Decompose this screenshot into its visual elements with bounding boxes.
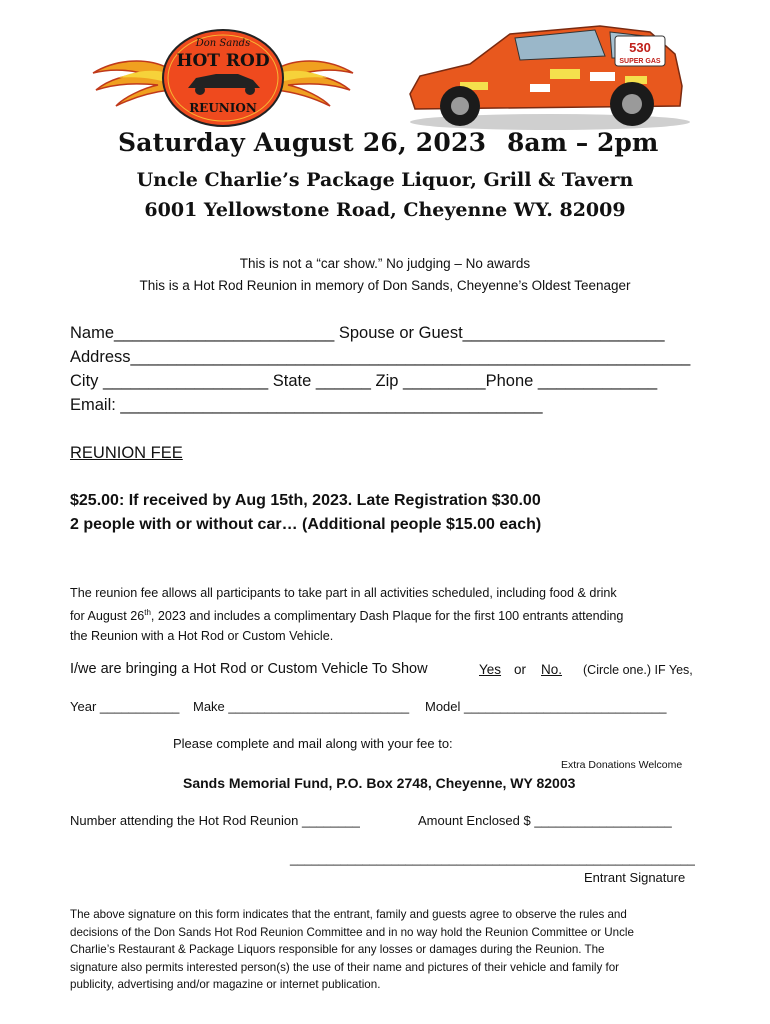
disclaimer-line2: decisions of the Don Sands Hot Rod Reunion Committee and in no way hold the Reunion Committee or Uncle: [70, 925, 634, 939]
description-line3: the Reunion with a Hot Rod or Custom Vehicle.: [70, 629, 334, 644]
description-line2-sup: th: [144, 608, 151, 617]
fee-line1: $25.00: If received by Aug 15th, 2023. Late Registration $30.00: [70, 492, 541, 509]
circle-one-instruction: (Circle one.) IF Yes,: [583, 663, 693, 677]
model-field[interactable]: Model ____________________________: [425, 699, 667, 714]
description-line2-post: , 2023 and includes a complimentary Dash Plaque for the first 100 entrants attending: [150, 609, 624, 624]
reunion-fee-heading: REUNION FEE: [70, 444, 183, 462]
description-line2: [70, 603, 710, 626]
hot-rod-reunion-logo: [88, 28, 358, 128]
signature-line[interactable]: ________________________________________________________: [290, 851, 695, 866]
car-class: SUPER GAS: [619, 58, 661, 65]
event-date: Saturday August 26, 2023: [118, 128, 487, 157]
disclaimer-line3: Charlie’s Restaurant & Package Liquors responsible for any losses or damages during the Reunion. The: [70, 943, 605, 956]
no-option[interactable]: No.: [541, 662, 563, 677]
disclaimer-line4: signature also permits interested person(s) the use of their name and pictures of their vehicle and family for: [70, 960, 620, 974]
disclaimer: [70, 906, 634, 994]
disclaimer-line1: The above signature on this form indicates that the entrant, family and guests agree to observe the rules and: [70, 908, 627, 921]
race-car-image: [400, 14, 690, 132]
tagline-line2: This is a Hot Rod Reunion in memory of Don Sands, Cheyenne’s Oldest Teenager: [139, 278, 631, 293]
number-attending-field[interactable]: Number attending the Hot Rod Reunion ________: [70, 813, 360, 828]
left-flames-icon: [93, 61, 170, 106]
signature-label: Entrant Signature: [584, 870, 686, 885]
fee-line2: 2 people with or without car… (Additional people $15.00 each): [70, 516, 542, 533]
logo-line3: REUNION: [189, 101, 257, 115]
email-field[interactable]: Email: ______________________________________________: [70, 396, 543, 414]
amount-enclosed-field[interactable]: Amount Enclosed $ ___________________: [418, 813, 672, 828]
year-field[interactable]: Year ___________: [70, 699, 180, 714]
description-line1: The reunion fee allows all participants to take part in all activities scheduled, including food & drink: [70, 586, 617, 600]
venue-name: Uncle Charlie’s Package Liquor, Grill & Tavern: [136, 169, 634, 191]
right-flames-icon: [276, 61, 353, 106]
city-state-zip-phone-field[interactable]: City __________________ State ______ Zip _________Phone _____________: [70, 372, 658, 390]
logo-line2: HOT ROD: [176, 51, 270, 71]
make-field[interactable]: Make _________________________: [193, 699, 410, 714]
yes-option[interactable]: Yes: [479, 662, 502, 677]
event-time: 8am – 2pm: [507, 128, 659, 157]
logo-line1: Don Sands: [195, 38, 251, 49]
tagline-line1: This is not a “car show.” No judging – No awards: [239, 256, 531, 271]
name-spouse-field[interactable]: Name________________________ Spouse or Guest______________________: [70, 324, 665, 342]
address-field[interactable]: Address_____________________________________________________________: [70, 348, 691, 366]
venue-address: 6001 Yellowstone Road, Cheyenne WY. 82009: [144, 199, 626, 221]
disclaimer-line5: publicity, advertising and/or magazine or internet publication.: [70, 978, 381, 991]
memorial-fund-address: Sands Memorial Fund, P.O. Box 2748, Cheyenne, WY 82003: [183, 775, 576, 791]
fee-description: [70, 583, 710, 646]
or-label: or: [514, 662, 527, 677]
description-line2-pre: for August 26: [70, 609, 145, 624]
mail-instructions: Please complete and mail along with your fee to:: [173, 736, 453, 751]
car-number: 530: [629, 40, 651, 55]
extra-donations: Extra Donations Welcome: [561, 759, 683, 771]
vehicle-question: I/we are bringing a Hot Rod or Custom Vehicle To Show: [70, 661, 428, 677]
